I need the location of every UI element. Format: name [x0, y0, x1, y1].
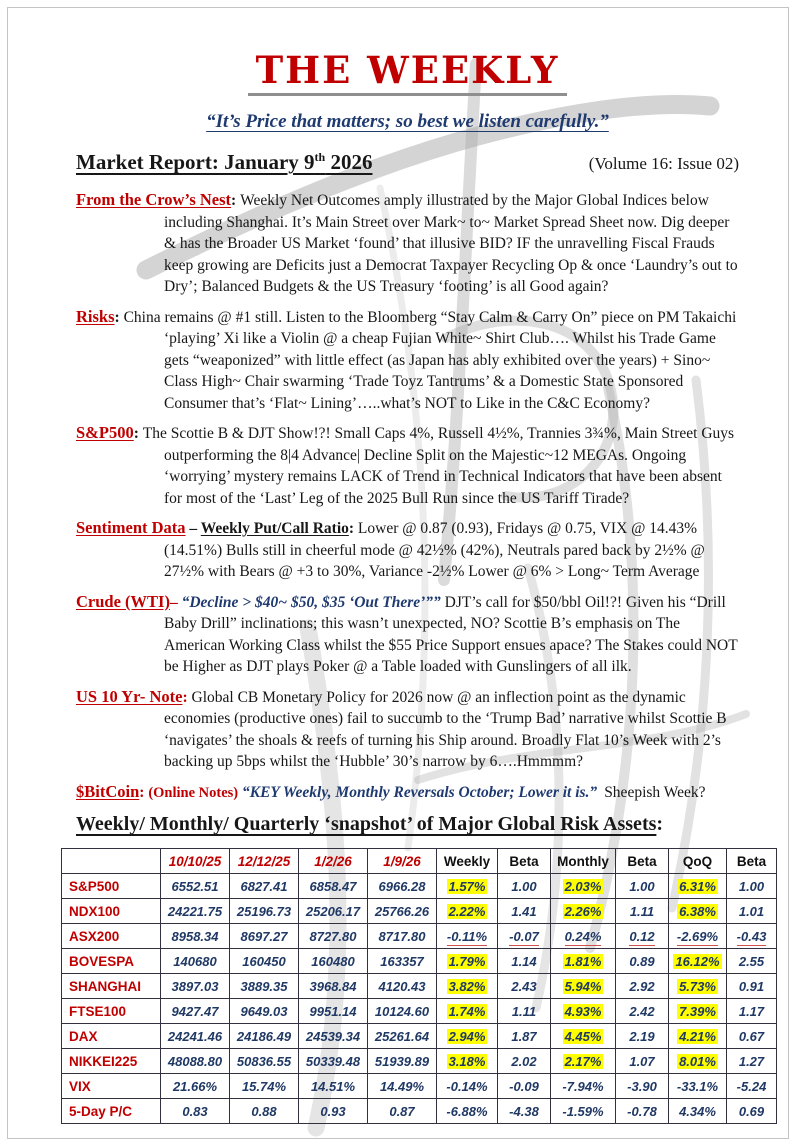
- value-cell: [161, 924, 230, 949]
- value-cell: [669, 949, 727, 974]
- row-label: DAX: [62, 1024, 161, 1049]
- value-text: 1.17: [738, 1003, 765, 1019]
- value-cell: [616, 874, 669, 899]
- value-cell: [230, 924, 299, 949]
- value-cell: [551, 924, 616, 949]
- table-row: [62, 949, 777, 974]
- row-label: S&P500: [62, 874, 161, 899]
- value-cell: [368, 924, 437, 949]
- value-text: 160450: [242, 953, 286, 969]
- sub-heading: Weekly Put/Call Ratio: [200, 520, 349, 537]
- section-us10yr: [76, 686, 739, 773]
- value-cell: [669, 899, 727, 924]
- value-text: 1.01: [738, 903, 765, 919]
- section-heading: $BitCoin: [76, 781, 140, 801]
- value-cell: [368, 1074, 437, 1099]
- value-text: 3968.84: [309, 978, 357, 994]
- value-cell: [727, 1074, 777, 1099]
- value-text: 24539.34: [305, 1028, 361, 1044]
- value-cell: [669, 1099, 727, 1124]
- value-text: 0.83: [182, 1103, 208, 1119]
- value-cell: [299, 924, 368, 949]
- section-text: Sheepish Week?: [604, 783, 706, 801]
- value-text: 25766.26: [374, 903, 430, 919]
- value-cell: [299, 974, 368, 999]
- value-cell: [230, 949, 299, 974]
- value-text: 9649.03: [240, 1003, 288, 1019]
- value-cell: [368, 1049, 437, 1074]
- value-cell: [437, 974, 498, 999]
- section-text: DJT’s call for $50/bbl Oil!?! Given his “Drill Baby Drill” inclinations; this wasn’t unexpected, NO? Scottie B’s emphasis on The American Working Class whilst the $55 Price Support ensues apace? The Stakes could NOT be Higher as DJT plays Poker @ a Table loaded with Gunslingers of all ilk.: [164, 593, 738, 675]
- highlighted-value: 5.73%: [679, 978, 716, 994]
- value-text: 1.14: [511, 953, 537, 969]
- highlighted-value: 7.39%: [679, 1003, 716, 1019]
- value-cell: [437, 1074, 498, 1099]
- value-cell: [727, 1099, 777, 1124]
- section-heading: From the Crow’s Nest: [76, 190, 232, 209]
- value-cell: [551, 1099, 616, 1124]
- value-cell: [161, 974, 230, 999]
- section-crude: [76, 591, 739, 678]
- separator: :: [114, 308, 124, 326]
- value-cell: [551, 899, 616, 924]
- masthead: [76, 50, 739, 96]
- value-cell: [616, 1049, 669, 1074]
- section-bitcoin: [76, 781, 739, 805]
- value-cell: [299, 949, 368, 974]
- highlighted-value: 2.94%: [448, 1028, 486, 1044]
- value-cell: [299, 1074, 368, 1099]
- value-cell: [299, 1024, 368, 1049]
- tagline-text: “It’s Price that matters; so best we listen carefully.”: [206, 111, 609, 132]
- table-title-colon: :: [656, 813, 664, 835]
- value-text: 48088.80: [167, 1053, 223, 1069]
- value-cell: [230, 974, 299, 999]
- table-row: [62, 974, 777, 999]
- value-text: 6966.28: [378, 878, 426, 894]
- value-cell: [727, 1049, 777, 1074]
- value-text: 1.00: [738, 878, 765, 894]
- report-title-ordinal: th: [314, 150, 326, 164]
- value-cell: [498, 1099, 551, 1124]
- value-text: 160480: [311, 953, 355, 969]
- value-text: 0.67: [738, 1028, 765, 1044]
- highlighted-value: 6.38%: [679, 903, 716, 919]
- table-row: [62, 1024, 777, 1049]
- value-cell: [299, 899, 368, 924]
- report-title-text: Market Report: January 9: [76, 150, 315, 174]
- value-text: 163357: [380, 953, 424, 969]
- value-text: 4.34%: [679, 1103, 716, 1119]
- value-cell: [161, 1049, 230, 1074]
- value-text: 14.51%: [310, 1078, 356, 1094]
- column-header: Monthly: [551, 849, 616, 874]
- row-label: SHANGHAI: [62, 974, 161, 999]
- value-text: 10124.60: [374, 1003, 430, 1019]
- value-text: 51939.89: [374, 1053, 430, 1069]
- separator: :: [231, 192, 241, 209]
- table-title-text: Weekly/ Monthly/ Quarterly ‘snapshot’ of Major Global Risk Assets: [76, 813, 657, 835]
- value-cell: [161, 949, 230, 974]
- row-label: NIKKEI225: [62, 1049, 161, 1074]
- column-header: Beta: [498, 849, 551, 874]
- volume-issue: (Volume 16: Issue 02): [588, 154, 739, 173]
- value-cell: [551, 1049, 616, 1074]
- value-text: 1.27: [738, 1053, 765, 1069]
- value-text: 3897.03: [171, 978, 219, 994]
- row-label: FTSE100: [62, 999, 161, 1024]
- value-text: 0.93: [320, 1103, 346, 1119]
- value-text: 50836.55: [236, 1053, 292, 1069]
- value-cell: [498, 999, 551, 1024]
- value-cell: [299, 999, 368, 1024]
- section-text: China remains @ #1 still. Listen to the Bloomberg “Stay Calm & Carry On” piece on PM Takaichi ‘playing’ Xi like a Violin @ a cheap Fujian White~ Shirt Club…. Whilst his Trade Game gets “weaponized” with little effect (as Japan has ably exhibited over the years) + Sino~ Class High~ Chair swarming ‘Trade Toyz Tantrums’ & a Domestic State Sponsored Consumer that’s ‘Flat~ Lining’…..what’s NOT to Like in the C&C Economy?: [123, 308, 737, 412]
- value-text: -0.07: [509, 928, 539, 944]
- value-cell: [437, 874, 498, 899]
- value-text: 140680: [173, 953, 217, 969]
- value-cell: [368, 949, 437, 974]
- value-cell: [727, 999, 777, 1024]
- section-text: Weekly Net Outcomes amply illustrated by the Major Global Indices below including Shanghai. It’s Main Street over Mark~ to~ Market Spread Sheet now. Dig deeper & has the Broader US Market ‘found’ that illusive BID? IF the unravelling Fiscal Frauds keep growing are Deficits just a Democrat Taxpayer Recycling Op & once ‘Laundry’s out to Dry’; Balanced Budgets & the US Treasury ‘footing’ is all Good again?: [164, 192, 738, 295]
- value-cell: [437, 949, 498, 974]
- value-text: -0.09: [509, 1078, 539, 1094]
- value-cell: [498, 874, 551, 899]
- table-row: [62, 924, 777, 949]
- value-cell: [551, 949, 616, 974]
- highlighted-value: 6.31%: [679, 878, 716, 894]
- highlighted-value: 3.18%: [448, 1053, 486, 1069]
- value-cell: [616, 1074, 669, 1099]
- value-text: 0.87: [389, 1103, 415, 1119]
- value-text: 0.24%: [564, 928, 602, 944]
- value-cell: [616, 949, 669, 974]
- row-label: 5-Day P/C: [62, 1099, 161, 1124]
- value-text: 1.11: [511, 1003, 537, 1019]
- value-text: 8727.80: [309, 928, 357, 944]
- value-text: 0.88: [251, 1103, 277, 1119]
- value-cell: [230, 999, 299, 1024]
- row-label: NDX100: [62, 899, 161, 924]
- value-cell: [727, 949, 777, 974]
- value-cell: [498, 899, 551, 924]
- report-header: [76, 150, 739, 175]
- section-heading: Sentiment Data: [76, 518, 186, 537]
- value-text: 9427.47: [171, 1003, 219, 1019]
- value-cell: [230, 1074, 299, 1099]
- value-cell: [551, 999, 616, 1024]
- value-cell: [161, 899, 230, 924]
- value-text: -0.14%: [446, 1078, 488, 1094]
- value-cell: [299, 874, 368, 899]
- value-text: 1.41: [511, 903, 537, 919]
- value-cell: [551, 1024, 616, 1049]
- value-cell: [230, 1024, 299, 1049]
- value-text: -4.38: [509, 1103, 539, 1119]
- value-text: 2.42: [629, 1003, 655, 1019]
- value-cell: [669, 1049, 727, 1074]
- value-text: -0.43: [736, 928, 767, 944]
- value-text: 14.49%: [379, 1078, 425, 1094]
- value-text: 1.11: [629, 903, 655, 919]
- section-heading: US 10 Yr- Note: [76, 686, 183, 706]
- value-text: 2.19: [629, 1028, 655, 1044]
- section-text: The Scottie B & DJT Show!?! Small Caps 4%, Russell 4½%, Trannies 3¾%, Main Street Guys outperforming the 8|4 Advance| Decline Split on the Majestic~12 MEGAs. Ongoing ‘worrying’ mystery remains LACK of Trend in Technical Indicators that have been absent for most of the ‘Last’ Leg of the 2025 Bull Run since the US Tariff Tirade?: [142, 425, 735, 507]
- value-cell: [230, 1099, 299, 1124]
- column-header: 12/12/25: [230, 849, 299, 874]
- value-text: -3.90: [627, 1078, 657, 1094]
- separator: :: [139, 783, 149, 801]
- value-text: 1.00: [629, 878, 655, 894]
- value-text: -2.69%: [676, 928, 719, 944]
- quote-text: “Decline > $40~ $50, $35 ‘Out There’””: [181, 593, 441, 611]
- column-header: 1/9/26: [368, 849, 437, 874]
- quote-text: “KEY Weekly, Monthly Reversals October; Lower it is.”: [242, 783, 598, 801]
- highlighted-value: 8.01%: [679, 1053, 716, 1069]
- separator: :: [182, 688, 192, 706]
- dash: –: [169, 593, 182, 611]
- value-text: 0.91: [738, 978, 765, 994]
- value-cell: [437, 1049, 498, 1074]
- highlighted-value: 4.93%: [564, 1003, 602, 1019]
- value-cell: [437, 924, 498, 949]
- row-label: VIX: [62, 1074, 161, 1099]
- table-row: [62, 1074, 777, 1099]
- column-header: Beta: [727, 849, 777, 874]
- table-row: [62, 899, 777, 924]
- table-header: [62, 849, 777, 874]
- row-label: ASX200: [62, 924, 161, 949]
- table-row: [62, 999, 777, 1024]
- value-text: 25196.73: [236, 903, 292, 919]
- document-content: [8, 8, 788, 1124]
- value-text: 8958.34: [171, 928, 219, 944]
- value-text: -0.11%: [446, 928, 488, 944]
- highlighted-value: 3.82%: [448, 978, 486, 994]
- highlighted-value: 1.81%: [564, 953, 602, 969]
- value-cell: [299, 1099, 368, 1124]
- value-text: 1.87: [511, 1028, 537, 1044]
- highlighted-value: 5.94%: [564, 978, 602, 994]
- value-text: 1.00: [511, 878, 537, 894]
- value-text: 8717.80: [378, 928, 426, 944]
- value-cell: [498, 974, 551, 999]
- value-cell: [437, 999, 498, 1024]
- value-cell: [727, 874, 777, 899]
- column-header: 10/10/25: [161, 849, 230, 874]
- value-cell: [230, 1049, 299, 1074]
- section-risks: [76, 306, 739, 415]
- value-cell: [368, 974, 437, 999]
- document-page: [7, 7, 789, 1139]
- value-cell: [498, 1074, 551, 1099]
- section-heading: Crude (WTI): [76, 591, 170, 611]
- value-cell: [616, 974, 669, 999]
- value-cell: [368, 899, 437, 924]
- value-cell: [368, 1024, 437, 1049]
- value-text: 6858.47: [309, 878, 357, 894]
- value-text: -0.78: [627, 1103, 657, 1119]
- value-text: 25261.64: [374, 1028, 430, 1044]
- table-row: [62, 1099, 777, 1124]
- header-row: [62, 849, 777, 874]
- value-cell: [368, 999, 437, 1024]
- value-cell: [161, 999, 230, 1024]
- highlighted-value: 1.74%: [448, 1003, 486, 1019]
- masthead-title: THE WEEKLY: [248, 50, 568, 96]
- value-cell: [498, 949, 551, 974]
- value-text: 8697.27: [240, 928, 288, 944]
- column-header: 1/2/26: [299, 849, 368, 874]
- highlighted-value: 1.57%: [448, 878, 486, 894]
- report-title-year: 2026: [325, 150, 373, 174]
- value-text: 2.92: [629, 978, 655, 994]
- value-cell: [616, 999, 669, 1024]
- value-text: 24241.46: [167, 1028, 223, 1044]
- value-cell: [669, 1024, 727, 1049]
- value-cell: [551, 874, 616, 899]
- value-cell: [368, 874, 437, 899]
- value-text: 6552.51: [171, 878, 219, 894]
- highlighted-value: 4.21%: [679, 1028, 716, 1044]
- highlighted-value: 2.22%: [448, 903, 486, 919]
- section-sentiment: [76, 517, 739, 583]
- online-notes-label: (Online Notes): [148, 784, 239, 801]
- value-text: 50339.48: [305, 1053, 361, 1069]
- value-cell: [368, 1099, 437, 1124]
- value-cell: [161, 874, 230, 899]
- value-text: 2.02: [511, 1053, 537, 1069]
- value-text: 0.12: [629, 928, 655, 944]
- value-cell: [230, 874, 299, 899]
- value-cell: [437, 1024, 498, 1049]
- value-text: 25206.17: [305, 903, 361, 919]
- value-cell: [669, 974, 727, 999]
- value-cell: [616, 924, 669, 949]
- highlighted-value: 4.45%: [564, 1028, 602, 1044]
- value-text: 0.89: [629, 953, 655, 969]
- separator: :: [133, 425, 143, 442]
- section-sp500: [76, 422, 739, 509]
- value-text: -6.88%: [446, 1103, 488, 1119]
- highlighted-value: 16.12%: [675, 953, 720, 969]
- value-text: -5.24: [736, 1078, 767, 1094]
- highlighted-value: 2.17%: [564, 1053, 602, 1069]
- highlighted-value: 1.79%: [448, 953, 486, 969]
- value-cell: [669, 924, 727, 949]
- value-text: -7.94%: [562, 1078, 604, 1094]
- column-header: Beta: [616, 849, 669, 874]
- value-text: 4120.43: [378, 978, 426, 994]
- value-text: 6827.41: [240, 878, 288, 894]
- section-heading: S&P500: [76, 423, 134, 442]
- tagline: [76, 111, 739, 133]
- value-cell: [498, 1049, 551, 1074]
- value-cell: [727, 924, 777, 949]
- column-header: Weekly: [437, 849, 498, 874]
- risk-assets-table: [61, 848, 777, 1124]
- table-row: [62, 874, 777, 899]
- value-text: 24186.49: [236, 1028, 292, 1044]
- value-text: 21.66%: [172, 1078, 218, 1094]
- section-text: Global CB Monetary Policy for 2026 now @ an inflection point as the dynamic economies (productive ones) fail to succumb to the ‘Trump Bad’ narrative whilst Scottie B ‘navigates’ the shoals & reefs of turning his Ship around. Broadly Flat 10’s Week with 2’s backing up 5bps whilst the ‘Hubble’ 30’s narrow by 6….Hmmmm?: [164, 688, 727, 770]
- value-text: 9951.14: [309, 1003, 357, 1019]
- value-cell: [161, 1074, 230, 1099]
- value-cell: [616, 1024, 669, 1049]
- value-cell: [437, 1099, 498, 1124]
- value-cell: [727, 899, 777, 924]
- value-cell: [669, 874, 727, 899]
- table-row: [62, 1049, 777, 1074]
- value-cell: [669, 999, 727, 1024]
- value-cell: [498, 924, 551, 949]
- value-cell: [669, 1074, 727, 1099]
- value-cell: [230, 899, 299, 924]
- table-title: [76, 813, 739, 836]
- value-text: 24221.75: [167, 903, 223, 919]
- dash: –: [185, 520, 201, 537]
- highlighted-value: 2.03%: [564, 878, 602, 894]
- highlighted-value: 2.26%: [564, 903, 602, 919]
- value-text: 2.43: [511, 978, 537, 994]
- value-text: -1.59%: [562, 1103, 604, 1119]
- table-body: [62, 874, 777, 1124]
- column-header: QoQ: [669, 849, 727, 874]
- value-text: 1.07: [629, 1053, 655, 1069]
- section-text: Lower @ 0.87 (0.93), Fridays @ 0.75, VIX @ 14.43% (14.51%) Bulls still in cheerful mode @ 42½% (42%), Neutrals pared back by 2½% @ 27½% with Bears @ +3 to 30%, Variance -2½% Lower @ 6% > Long~ Term Average: [164, 520, 705, 580]
- section-heading: Risks: [76, 306, 115, 326]
- value-cell: [727, 974, 777, 999]
- value-text: -33.1%: [676, 1078, 719, 1094]
- value-cell: [161, 1099, 230, 1124]
- separator: :: [348, 520, 358, 537]
- row-label: BOVESPA: [62, 949, 161, 974]
- value-cell: [161, 1024, 230, 1049]
- report-title: [76, 150, 372, 175]
- corner-cell: [62, 849, 161, 874]
- value-text: 0.69: [738, 1103, 765, 1119]
- value-cell: [437, 899, 498, 924]
- value-cell: [551, 974, 616, 999]
- value-text: 2.55: [738, 953, 765, 969]
- value-cell: [299, 1049, 368, 1074]
- value-text: 15.74%: [241, 1078, 287, 1094]
- value-cell: [551, 1074, 616, 1099]
- value-cell: [616, 899, 669, 924]
- value-text: 3889.35: [240, 978, 288, 994]
- value-cell: [498, 1024, 551, 1049]
- value-cell: [616, 1099, 669, 1124]
- value-cell: [727, 1024, 777, 1049]
- section-crows-nest: [76, 189, 739, 298]
